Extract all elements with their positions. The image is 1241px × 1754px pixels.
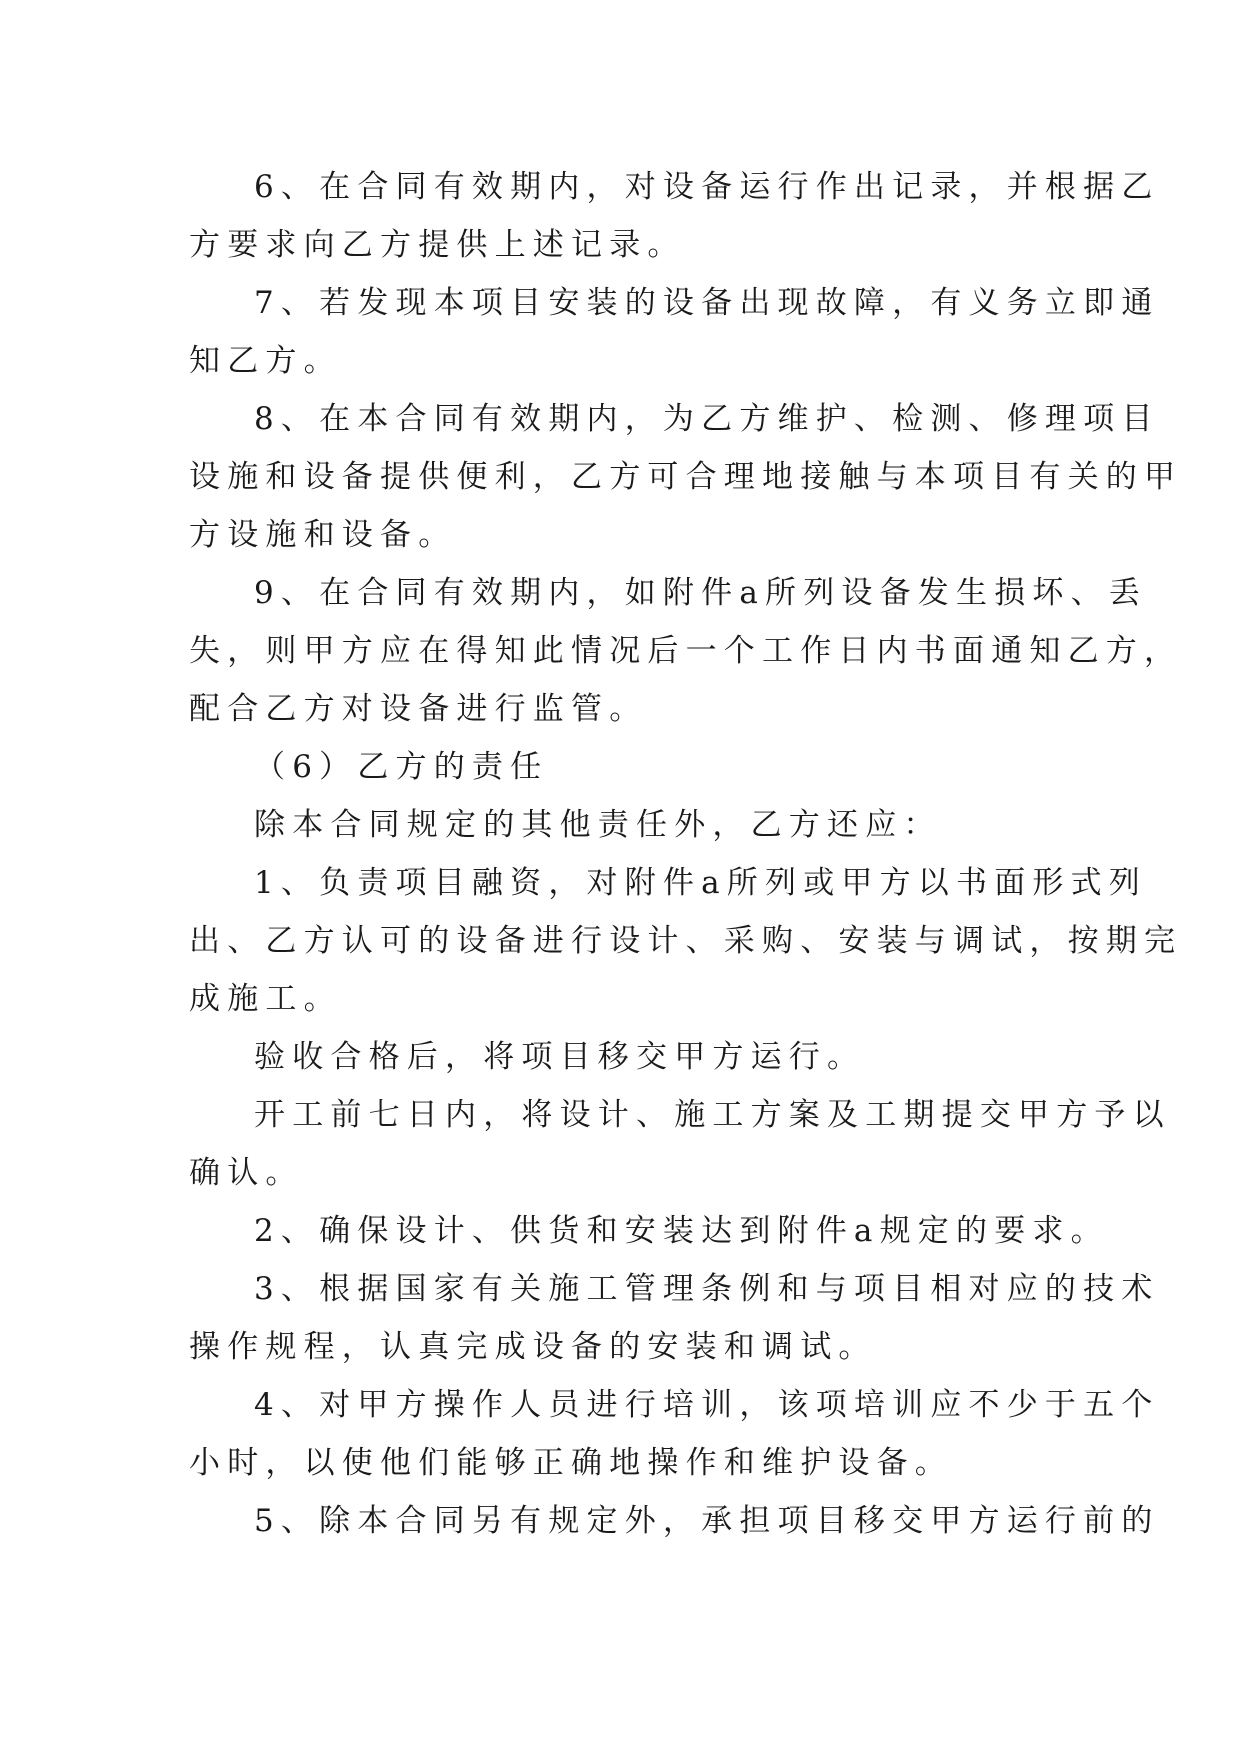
text-line: 小时，以使他们能够正确地操作和维护设备。	[189, 1445, 953, 1481]
text-line: 5、除本合同另有规定外，承担项目移交甲方运行前的	[254, 1503, 1160, 1539]
text-line: 除本合同规定的其他责任外，乙方还应：	[254, 807, 942, 843]
text-line: 验收合格后，将项目移交甲方运行。	[254, 1039, 866, 1075]
text-line: 方设施和设备。	[189, 517, 457, 553]
text-line: 知乙方。	[189, 343, 342, 379]
text-line: 方要求向乙方提供上述记录。	[189, 227, 686, 263]
text-line: 6、在合同有效期内，对设备运行作出记录，并根据乙	[254, 169, 1160, 205]
text-line: 确认。	[189, 1155, 304, 1191]
text-line: 4、对甲方操作人员进行培训，该项培训应不少于五个	[254, 1387, 1160, 1423]
text-line: 2、确保设计、供货和安装达到附件a规定的要求。	[254, 1213, 1109, 1249]
text-line: 8、在本合同有效期内，为乙方维护、检测、修理项目	[254, 401, 1160, 437]
text-line: 设施和设备提供便利，乙方可合理地接触与本项目有关的甲	[189, 459, 1183, 495]
text-line: 失，则甲方应在得知此情况后一个工作日内书面通知乙方，	[189, 633, 1183, 669]
text-line: 1、负责项目融资，对附件a所列或甲方以书面形式列	[254, 865, 1148, 901]
text-line: 成施工。	[189, 981, 342, 1017]
text-line: 配合乙方对设备进行监管。	[189, 691, 648, 727]
text-line: 开工前七日内，将设计、施工方案及工期提交甲方予以	[254, 1097, 1171, 1133]
text-line: 7、若发现本项目安装的设备出现故障，有义务立即通	[254, 285, 1160, 321]
text-line: 3、根据国家有关施工管理条例和与项目相对应的技术	[254, 1271, 1160, 1307]
text-line: 9、在合同有效期内，如附件a所列设备发生损坏、丢	[254, 575, 1148, 611]
text-line: 出、乙方认可的设备进行设计、采购、安装与调试，按期完	[189, 923, 1183, 959]
section-heading: （6）乙方的责任	[254, 749, 549, 785]
text-line: 操作规程，认真完成设备的安装和调试。	[189, 1329, 877, 1365]
